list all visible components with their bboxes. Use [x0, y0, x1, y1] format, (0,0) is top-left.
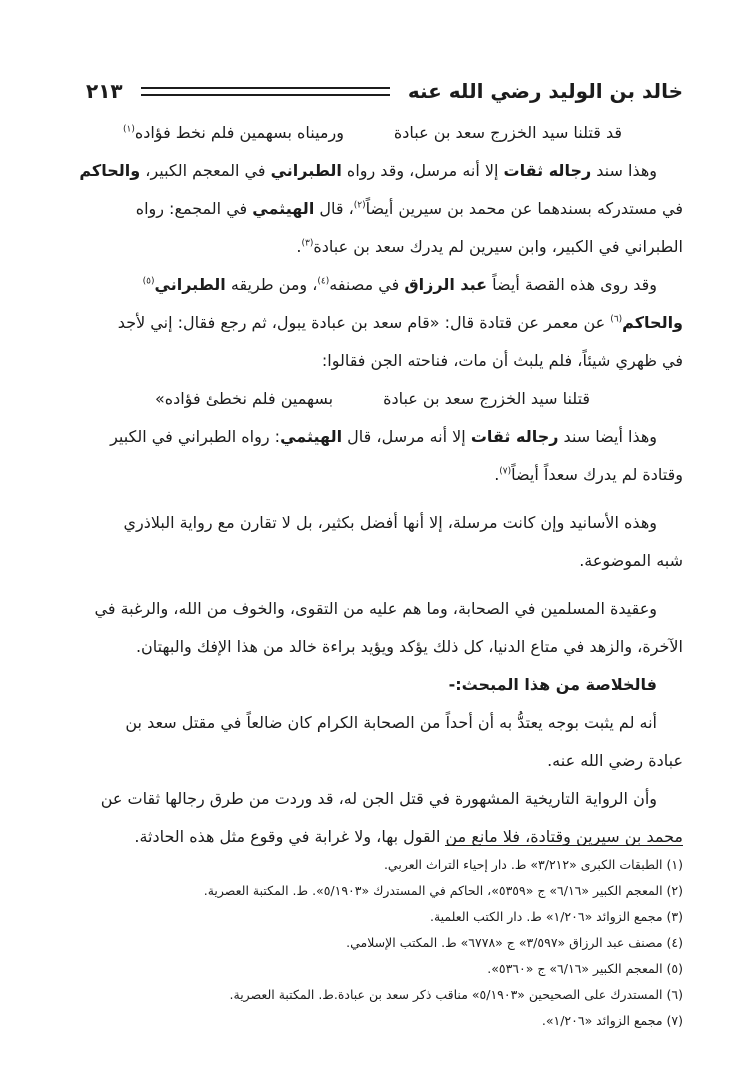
verse-2-right-hemistich: قتلنا سيد الخزرج سعد بن عبادة	[383, 389, 591, 408]
footnote-separator	[445, 845, 683, 846]
verse-1-left-hemistich: ورميناه بسهمين فلم نخط فؤاده$^{(١)}$	[122, 123, 344, 142]
poem-verse-2	[62, 380, 683, 418]
running-title: خالد بن الوليد رضي الله عنه	[407, 79, 683, 103]
header-rule	[141, 87, 390, 96]
paragraph-7-line-1: وأن الرواية التاريخية المشهورة في قتل الجن له، قد وردت من طرق رجالها ثقات عن	[100, 789, 657, 808]
page-header	[86, 74, 683, 108]
paragraph-5-line-1: وعقيدة المسلمين في الصحابة، وما هم عليه من التقوى، والخوف من الله، والرغبة في	[94, 599, 657, 618]
footnote-7: (٧) مجمع الزوائد «١/٢٠٦».	[541, 1013, 683, 1028]
paragraph-3-line-2: وقتادة لم يدرك سعداً أيضاً$^{(٧)}$.	[494, 465, 683, 484]
paragraph-5-line-2: الآخرة، والزهد في متاع الدنيا، كل ذلك يؤكد ويؤيد براءة خالد من هذا الإفك والبهتان.	[135, 637, 683, 656]
footnote-ref: (٢)	[353, 200, 366, 211]
summary-heading: فالخلاصة من هذا المبحث:-	[448, 675, 657, 694]
footnote-ref: (٥)	[142, 276, 155, 287]
body-text	[62, 114, 683, 856]
footnote-4: (٤) مصنف عبد الرزاق «٣/٥٩٧» ج «٦٧٧٨» ط. المكتب الإسلامي.	[346, 935, 683, 950]
verse-1-right-hemistich: قد قتلنا سيد الخزرج سعد بن عبادة	[393, 123, 623, 142]
paragraph-4-line-1: وهذه الأسانيد وإن كانت مرسلة، إلا أنها أفضل بكثير، بل لا تقارن مع رواية البلاذري	[123, 513, 657, 532]
footnote-ref: (٦)	[610, 314, 623, 325]
paragraph-2-line-3: في ظهري شيئاً، فلم يلبث أن مات، فناحته الجن فقالوا:	[321, 351, 683, 370]
page-number: ٢١٣	[86, 79, 123, 103]
paragraph-2-line-1: وقد روى هذه القصة أيضاً عبد الرزاق في مصنفه$^{(٤)}$، ومن طريقه الطبراني$^{(٥)}$	[142, 275, 657, 294]
footnote-1: (١) الطبقات الكبرى «٣/٢١٢» ط. دار إحياء التراث العربي.	[383, 857, 683, 872]
paragraph-7-line-2: محمد بن سيرين وقتادة، فلا مانع من القول بها، ولا غرابة في وقوع مثل هذه الحادثة.	[134, 827, 683, 846]
footnote-2: (٢) المعجم الكبير «٦/١٦» ج «٥٣٥٩»، الحاكم في المستدرك «٥/١٩٠٣». ط. المكتبة العصرية.	[203, 883, 683, 898]
footnote-ref: (١)	[122, 124, 135, 135]
footnote-ref: (٧)	[499, 466, 512, 477]
paragraph-2-line-2: والحاكم$^{(٦)}$ عن معمر عن قتادة قال: «قام سعد بن عبادة يبول، ثم رجع فقال: إني لأجد	[117, 313, 683, 332]
footnote-ref: (٣)	[301, 238, 314, 249]
paragraph-1-line-1: وهذا سند رجاله ثقات إلا أنه مرسل، وقد رواه الطبراني في المعجم الكبير، والحاكم	[79, 161, 657, 180]
poem-verse-1	[62, 114, 683, 152]
footnote-6: (٦) المستدرك على الصحيحين «٥/١٩٠٣» مناقب ذكر سعد بن عبادة.ط. المكتبة العصرية.	[229, 987, 683, 1002]
paragraph-3-line-1: وهذا أيضا سند رجاله ثقات إلا أنه مرسل، قال الهيثمي: رواه الطبراني في الكبير	[110, 427, 657, 446]
footnote-5: (٥) المعجم الكبير «٦/١٦» ج «٥٣٦٠».	[487, 961, 683, 976]
paragraph-gap	[62, 494, 683, 504]
paragraph-6-line-1: أنه لم يثبت بوجه يعتدُّ به أن أحداً من الصحابة الكرام كان ضالعاً في مقتل سعد بن	[125, 713, 657, 732]
paragraph-6-line-2: عبادة رضي الله عنه.	[547, 751, 683, 770]
footnote-3: (٣) مجمع الزوائد «١/٢٠٦» ط. دار الكتب العلمية.	[429, 909, 683, 924]
paragraph-1-line-3: الطبراني في الكبير، وابن سيرين لم يدرك سعد بن عبادة$^{(٣)}$.	[296, 237, 683, 256]
footnotes	[62, 852, 683, 1034]
footnote-ref: (٤)	[317, 276, 330, 287]
paragraph-gap	[62, 580, 683, 590]
paragraph-1-line-2: في مستدركه بسندهما عن محمد بن سيرين أيضاً$^{(٢)}$، قال الهيثمي في المجمع: رواه	[135, 199, 683, 218]
paragraph-4-line-2: شبه الموضوعة.	[579, 551, 683, 570]
verse-2-left-hemistich: بسهمين فلم نخطئ فؤاده»	[154, 389, 334, 408]
